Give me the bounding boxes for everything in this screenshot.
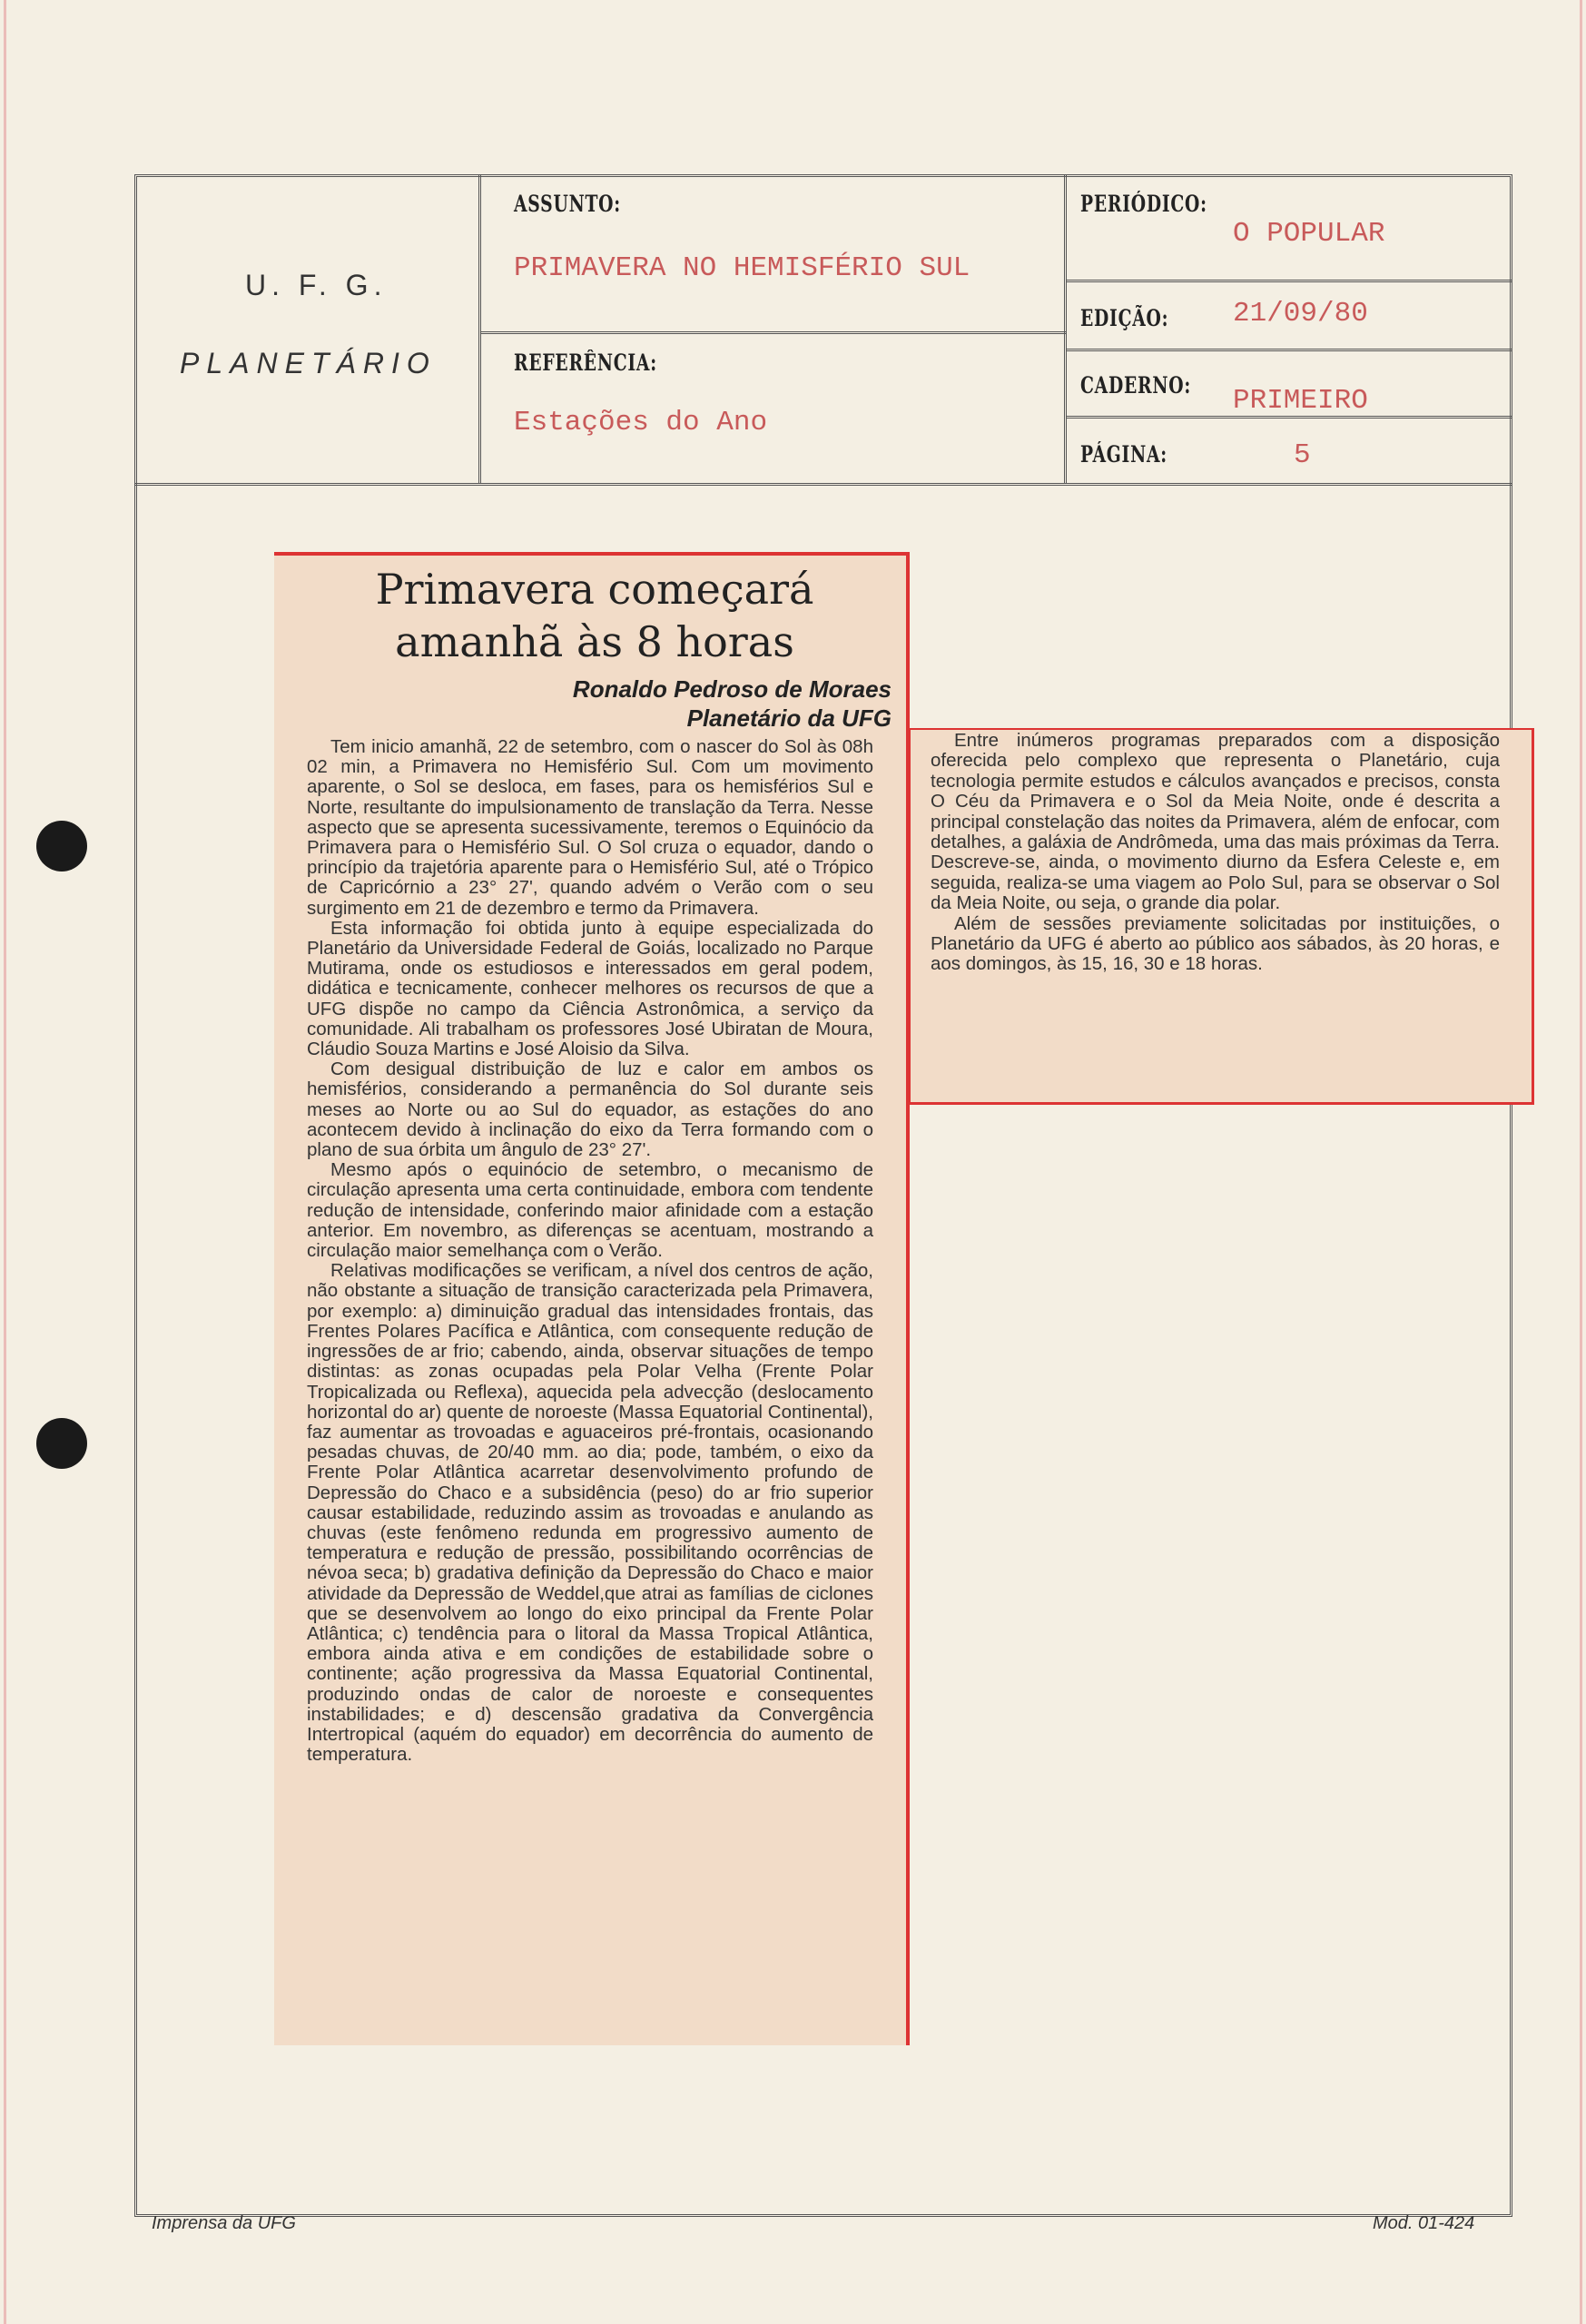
punch-hole [36, 821, 87, 872]
article-paragraph: Com desigual distribuição de luz e calor em ambos os hemisférios, considerando a permanência do Sol durante seis meses ao Norte ou ao Sul do equador, as estações do ano acontecem devido à inclinação do eixo da Terra formando com o plano de sua órbita um ângulo de 23° 27'. [307, 1059, 873, 1161]
article-paragraph: Tem inicio amanhã, 22 de setembro, com o nascer do Sol às 08h 02 min, a Primavera no Hemisfério Sul. Com um movimento aparente, o Sol se desloca, em fases, para os hemisférios Sul e Norte, resultante do impulsionamento de translação da Terra. Nesse aspecto que se apresenta sucessivamente, teremos o Equinócio da Primavera para o Hemisfério Sul. O Sol cruza o equador, dando o princípio da trajetória aparente para o Hemisfério Sul, até o Trópico de Capricórnio a 23° 27', quando advém o Verão com o seu surgimento em 21 de dezembro e termo da Primavera. [307, 736, 873, 919]
caderno-label: CADERNO: [1080, 372, 1192, 399]
referencia-label: REFERÊNCIA: [514, 350, 657, 376]
pagina-label: PÁGINA: [1080, 441, 1167, 468]
margin-line-left [4, 0, 6, 2324]
article-headline [300, 563, 890, 668]
sidebar-body [931, 731, 1500, 975]
header-right-divider [1067, 349, 1512, 351]
institution-name: U. F. G. [245, 269, 388, 301]
header-bottom-divider [134, 483, 1512, 486]
edicao-label: EDIÇÃO: [1080, 305, 1169, 331]
periodico-value: O POPULAR [1233, 218, 1385, 250]
header-left-cell [134, 174, 481, 483]
margin-line-right [1580, 0, 1582, 2324]
article-paragraph: Relativas modificações se verificam, a nível dos centros de ação, não obstante a situação de transição caracterizada pela Primavera, por exemplo: a) diminuição gradual das intensidades frontais, das Frentes Polares Pacífica e Atlântica, com consequente redução de ingressões de ar frio; cabendo, ainda, observar situações de tempo distintas: as zonas ocupadas pela Polar Velha (Frente Polar Tropicalizada ou Reflexa), aquecida pela advecção (deslocamento horizontal do ar) quente de noroeste (Massa Equatorial Continental), faz aumentar as trovoadas e aguaceiros pré-frontais, ocasionando pesadas chuvas, de 20/40 mm. ao dia; pode, também, o eixo da Frente Polar Atlântica acarretar desenvolvimento profundo de Depressão do Chaco e a subsidência (peso) do ar frio superior causar estabilidade, reduzindo assim as trovoadas e anulando as chuvas (este fenômeno redunda em progressivo aumento de temperatura e redução de pressão, possibilitando ocorrências de névoa seca; b) gradativa definição da Depressão do Chaco e maior atividade da Depressão de Weddel,que atrai as famílias de ciclones que se desenvolvem ao longo do eixo principal da Frente Polar Atlântica; c) tendência para o litoral da Massa Tropical Atlântica, embora ainda ativa e em condições de estabilidade sobre o continente; ação progressiva da Massa Equatorial Continental, produzindo ondas de calor de noroeste e consequentes instabilidades; e d) descensão gradativa da Convergência Intertropical (aquém do equador) em decorrência do aumento de temperatura. [307, 1260, 873, 1766]
punch-hole [36, 1418, 87, 1469]
header-middle-divider [481, 331, 1067, 334]
department-name: PLANETÁRIO [180, 347, 437, 379]
header-right-divider [1067, 280, 1512, 282]
assunto-value: PRIMAVERA NO HEMISFÉRIO SUL [514, 252, 970, 284]
sidebar-paragraph: Além de sessões previamente solicitadas por instituições, o Planetário da UFG é aberto ao público aos sábados, às 20 horas, e aos domingos, às 15, 16, 30 e 18 horas. [931, 912, 1500, 975]
footer-left: Imprensa da UFG [152, 2213, 296, 2233]
referencia-value: Estações do Ano [514, 407, 768, 438]
periodico-label: PERIÓDICO: [1080, 191, 1207, 217]
caderno-value: PRIMEIRO [1233, 385, 1368, 417]
pagina-value: 5 [1294, 439, 1311, 471]
footer-right: Mod. 01-424 [1373, 2213, 1475, 2233]
sidebar-paragraph: Entre inúmeros programas preparados com a disposição oferecida pelo complexo que representa o Planetário, cuja tecnologia permite estudos e cálculos avançados e precisos, consta O Céu da Primavera e o Sol da Meia Noite, onde é descrita a principal constelação das noites da Primavera, além de enfocar, com detalhes, a galáxia de Andrômeda, uma das mais próximas da Terra. Descreve-se, ainda, o movimento diurno da Esfera Celeste e, em seguida, realiza-se uma viagem ao Polo Sul, para se observar o Sol da Meia Noite, ou seja, o grande dia polar. [931, 730, 1500, 914]
assunto-label: ASSUNTO: [514, 191, 621, 217]
article-paragraph: Mesmo após o equinócio de setembro, o mecanismo de circulação apresenta uma certa continuidade, embora com tendente redução de intensidade, conferindo maior afinidade com a estação anterior. Em novembro, as diferenças se acentuam, mostrando a circulação maior semelhança com o Verão. [307, 1159, 873, 1262]
headline-line-1: Primavera começará [375, 565, 814, 614]
article-author: Ronaldo Pedroso de Moraes [572, 675, 892, 703]
article-affiliation: Planetário da UFG [686, 704, 892, 732]
article-body [307, 737, 873, 1765]
edicao-value: 21/09/80 [1233, 298, 1368, 330]
article-paragraph: Esta informação foi obtida junto à equipe especializada do Planetário da Universidade Federal de Goiás, localizado no Parque Mutirama, onde os estudiosos e interessados em geral podem, didática e tecnicamente, conhecer melhores os recursos de que a UFG dispõe no campo da Ciência Astronômica, a serviço da comunidade. Ali trabalham os professores José Ubiratan de Moura, Cláudio Souza Martins e José Aloisio da Silva. [307, 917, 873, 1060]
headline-line-2: amanhã às 8 horas [395, 617, 794, 666]
